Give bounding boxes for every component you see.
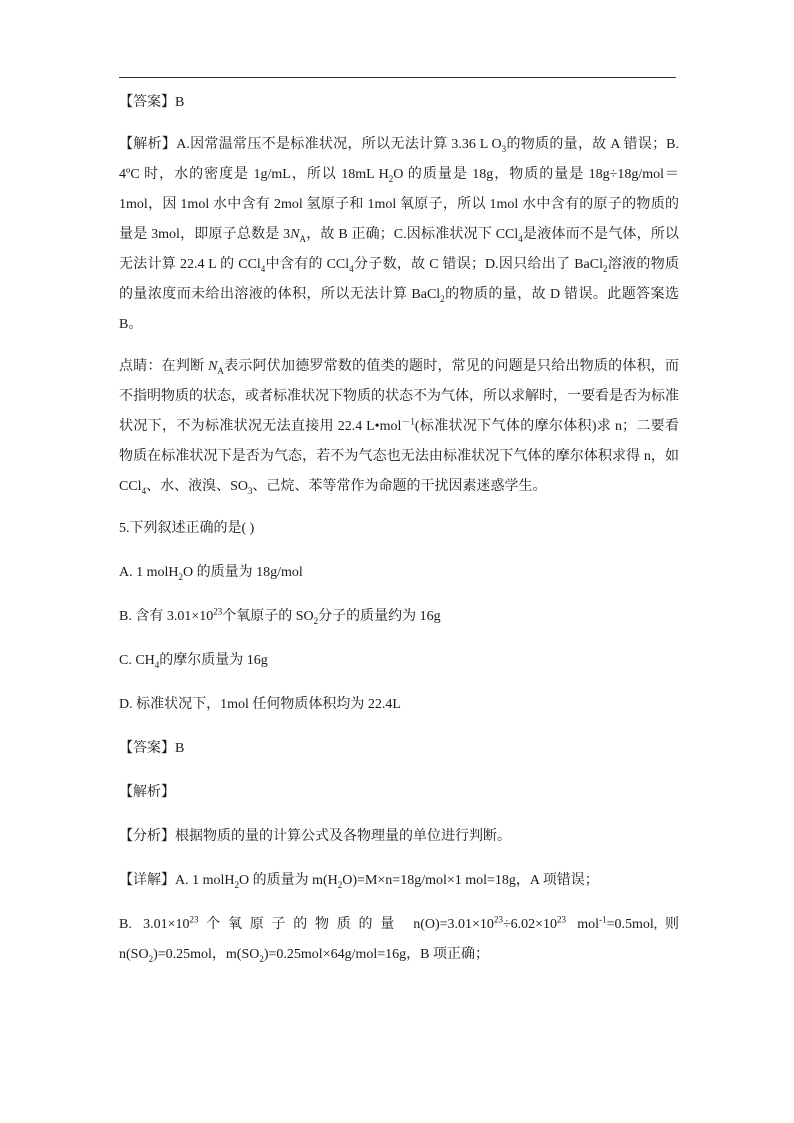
- answer-label: 【答案】: [119, 95, 175, 110]
- question-5-stem: 5.下列叙述正确的是( ): [119, 521, 255, 536]
- note-paragraph: 点睛：在判断 $N_A$表示阿伏加德罗常数的值类的题时，常见的问题是只给出物质的体积，而不指明物质的状态，或者标准状况下物质的状态不为气体，所以求解时，一要看是否为标准状况下，不为标准状况无法直接用 22.4 L•mol$^{-1}$(标准状况下气体的摩尔体积)求 n；二要看物质在标准状况下是否为气态，若不为气态也无法由标准状况下气体的摩尔体积求得 n，如 CCl$_4$、水、液溴、$SO_3$、己烷、苯等常作为命题的干扰因素迷惑学生。: [119, 359, 680, 496]
- option-d: D. 标准状况下，1mol 任何物质体积均为 22.4L: [119, 697, 401, 712]
- option-c: C. $CH_4$的摩尔质量为 16g: [119, 653, 268, 670]
- header-rule: [119, 77, 676, 78]
- analysis-2-label: 【解析】: [119, 785, 175, 800]
- answer-2: 【答案】B: [119, 741, 185, 756]
- analysis-label: 【解析】: [119, 137, 177, 152]
- answer-1: [119, 88, 679, 118]
- answer-value: B: [175, 95, 185, 110]
- page-content: [119, 88, 679, 970]
- fenxi-paragraph: 【分析】根据物质的量的计算公式及各物理量的单位进行判断。: [119, 829, 511, 844]
- analysis-1: 【解析】A.因常温常压不是标准状况，所以无法计算 3.36 L $O_3$的物质的量，故 A 错误；B. 4ºC 时，水的密度是 1g/mL，所以 18mL $H_2O$ 的质量是 18g，物质的量是 18g÷18g/mol＝1mol，因 1mol 水中含有 2mol 氢原子和 1mol 氧原子，所以 1mol 水中含有的原子的物质的量是 3mol，即原子总数是 $3N_A$，故 B 正确；C.因标准状况下 CCl$_4$是液体而不是气体，所以无法计算 22.4 L 的 CCl$_4$中含有的 CCl$_4$分子数，故 C 错误；D.因只给出了 BaCl$_2$溶液的物质的量浓度而未给出溶液的体积，所以无法计算 BaCl$_2$的物质的量，故 D 错误。此题答案选 B。: [119, 137, 680, 332]
- option-a: A. 1 molH$_2$O 的质量为 18g/mol: [119, 565, 303, 582]
- xiangjie-a: 【详解】A. 1 molH$_2$O 的质量为 $m(H_2O)=M\times n=18g/mol\times 1$ mol=18g，A 项错误；: [119, 873, 599, 890]
- xiangjie-b: B. $3.01\times 10^{23}$个氧原子的物质的量 $n(O)=3.01\times 10^{23}\div 6.02\times 10^{23}$ mol$^{-1}$=0.5mol,则 $n(SO_2)=0.25mol$，$m(SO_2)=0.25mol\times 64g/mol=16g$，B 项正确；: [119, 914, 679, 964]
- option-b: B. 含有 $3.01\times 10^{23}$个氧原子的 $SO_2$分子的质量约为 16g: [119, 606, 441, 626]
